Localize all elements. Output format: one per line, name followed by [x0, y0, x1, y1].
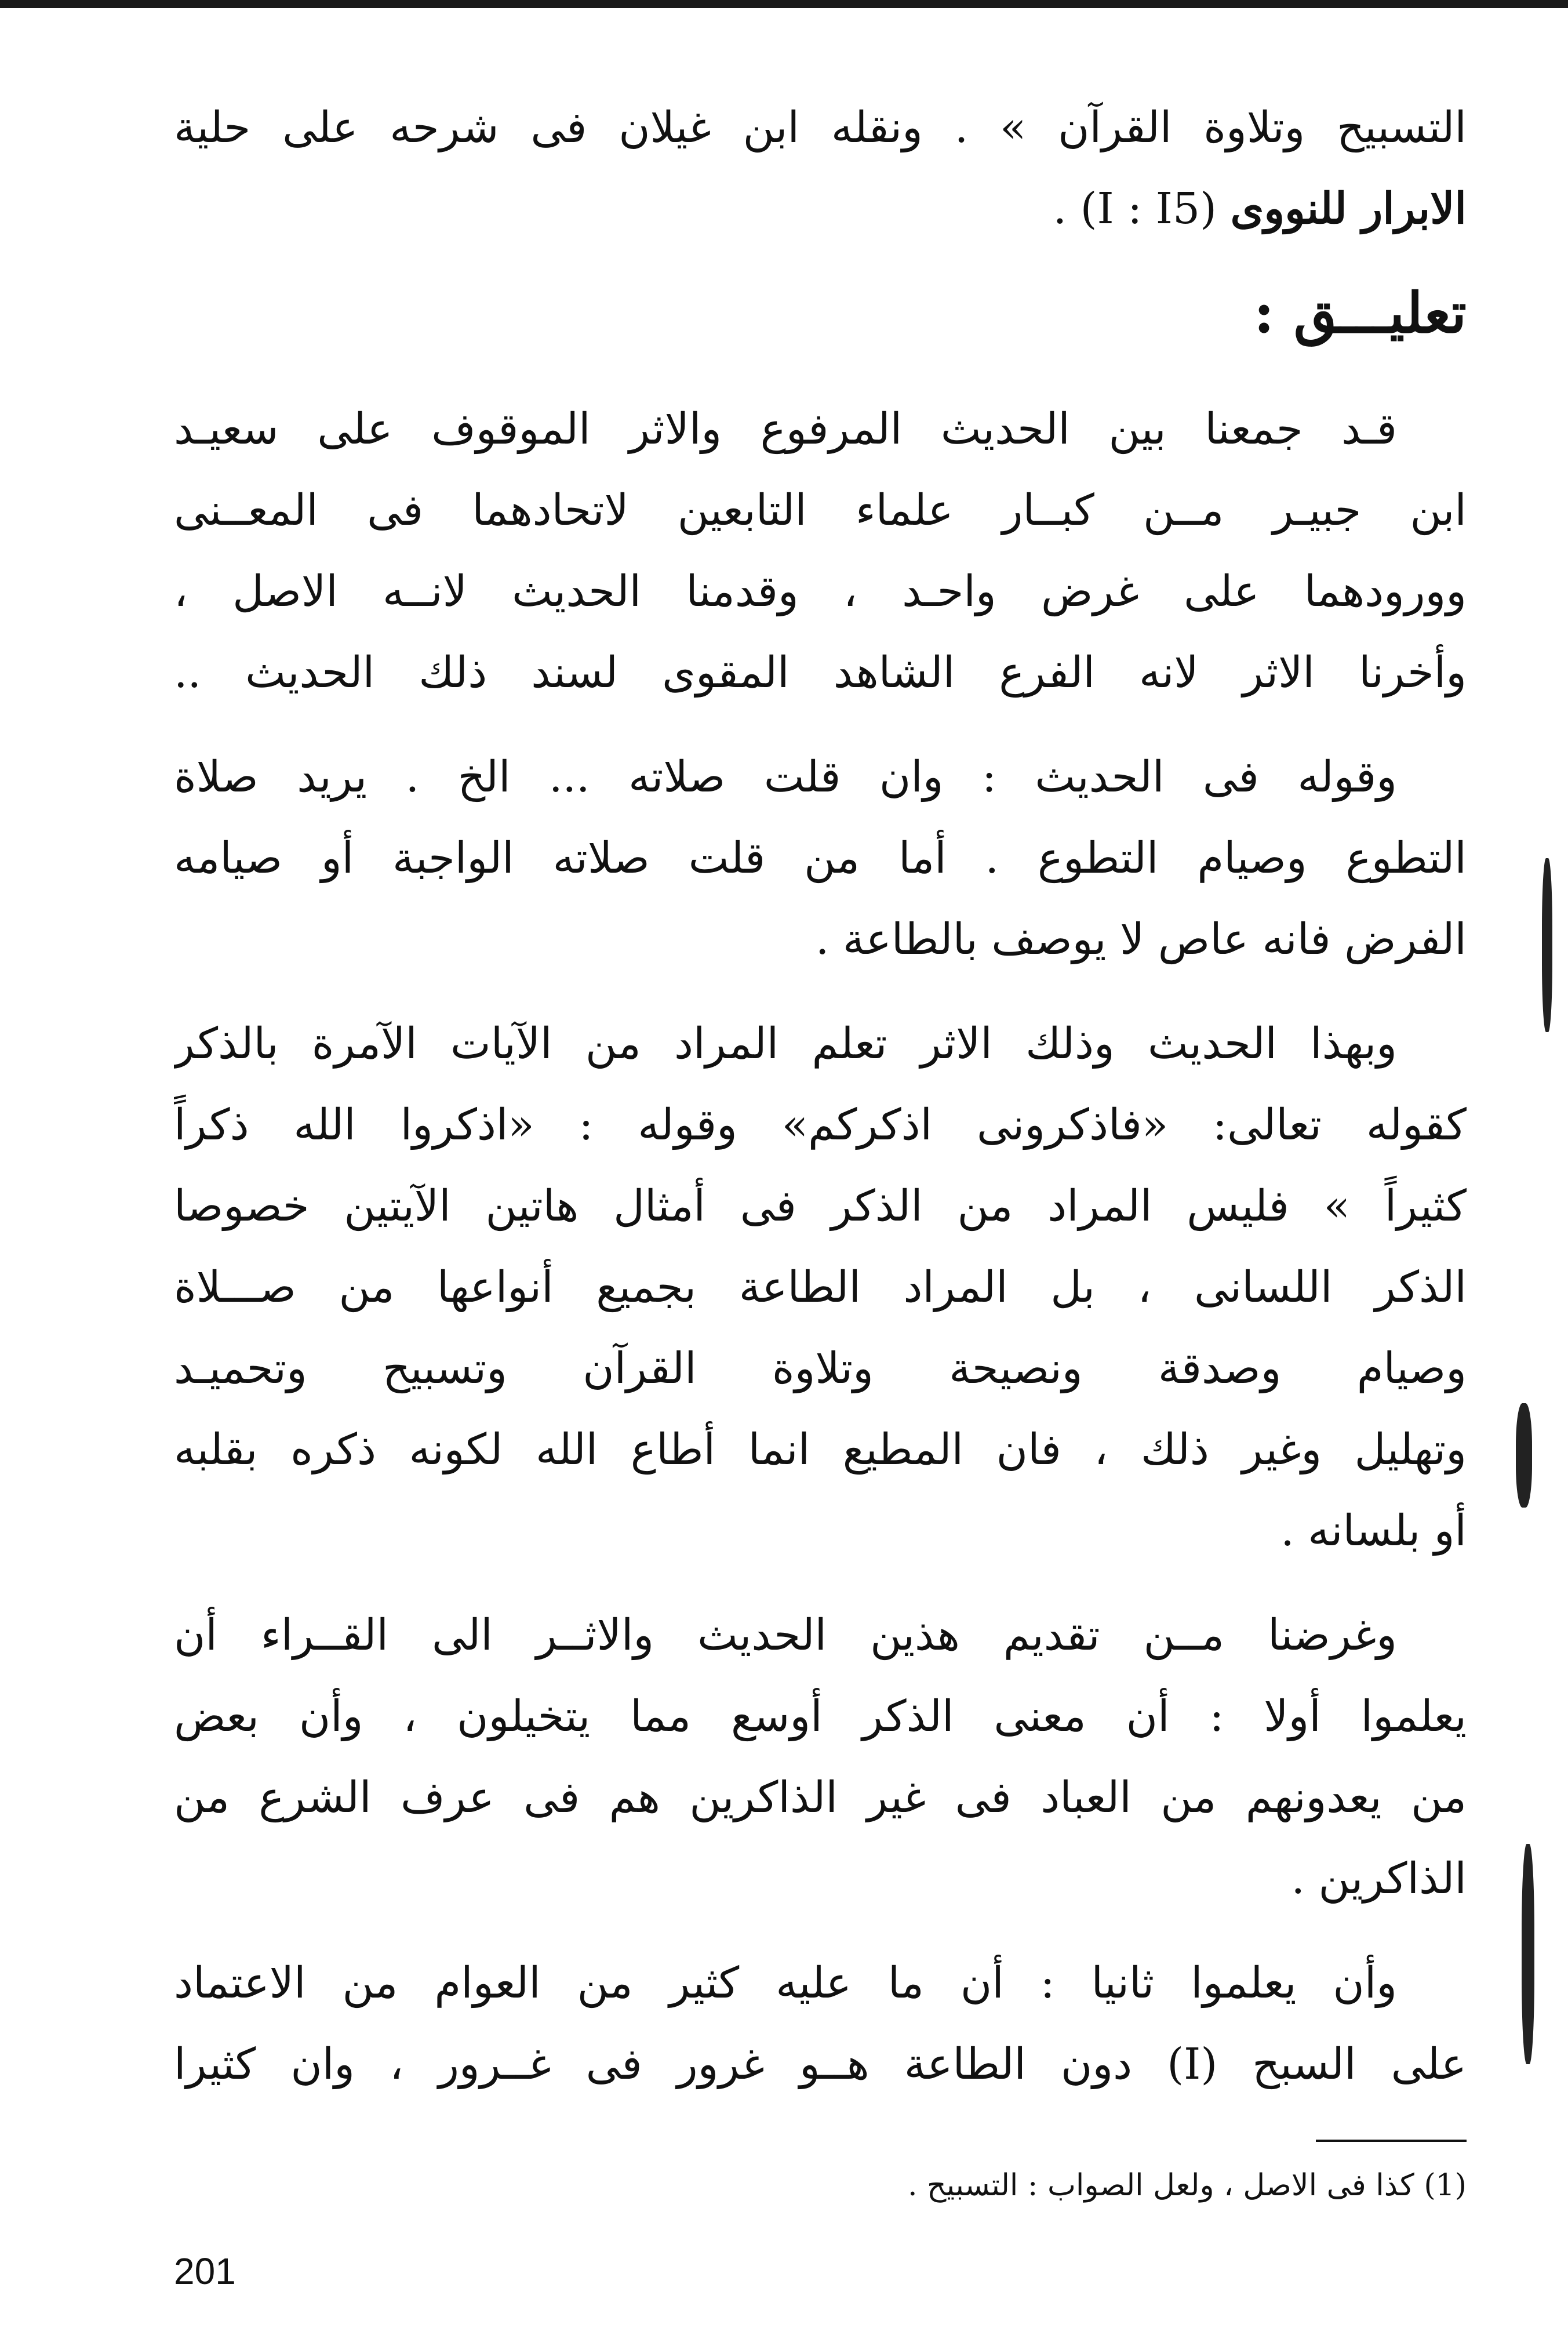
paragraph-5: [174, 1942, 1467, 2105]
paragraph-2: [174, 736, 1467, 980]
scan-edge-mark: [1522, 1844, 1534, 2064]
text-line: يعلموا أولا : أن معنى الذكر أوسع مما يتخيلون ، وأن بعض: [174, 1691, 1467, 1741]
text-line: [174, 168, 1467, 249]
page-number: 201: [174, 2250, 236, 2292]
paragraph-4: [174, 1595, 1467, 1919]
scan-edge-mark: [1542, 858, 1552, 1032]
book-title: الابرار للنووى: [1230, 184, 1467, 234]
paragraph-1: [174, 388, 1467, 713]
reference: (I : I5) .: [1053, 184, 1217, 234]
text-line: الفرض فانه عاص لا يوصف بالطاعة .: [815, 914, 1467, 964]
text-line: كثيراً » فليس المراد من الذكر فى أمثال هاتين الآيتين خصوصا: [174, 1181, 1467, 1231]
intro-block: [174, 87, 1467, 249]
text-line: وأن يعلموا ثانيا : أن ما عليه كثير من العوام من الاعتماد: [174, 1958, 1397, 2008]
footnote-divider: [1316, 2140, 1467, 2142]
text-line: قـد جمعنا بين الحديث المرفوع والاثر الموقوف على سعيـد: [174, 404, 1397, 454]
text-line: التطوع وصيام التطوع . أما من قلت صلاته الواجبة أو صيامه: [174, 833, 1467, 883]
text-line: أو بلسانه .: [1280, 1506, 1467, 1556]
text-line: من يعدونهم من العباد فى غير الذاكرين هم فى عرف الشرع من: [174, 1773, 1467, 1822]
text-line: وغرضنا مــن تقديم هذين الحديث والاثــر الى القــراء أن: [174, 1610, 1397, 1660]
text-line: وقوله فى الحديث : وان قلت صلاته ... الخ . يريد صلاة: [174, 752, 1397, 802]
text-line: وبهذا الحديث وذلك الاثر تعلم المراد من الآيات الآمرة بالذكر: [174, 1019, 1397, 1069]
text-line: التسبيح وتلاوة القرآن » . ونقله ابن غيلان فى شرحه على حلية: [174, 103, 1467, 152]
paragraph-3: [174, 1003, 1467, 1571]
scan-top-edge: [0, 0, 1568, 8]
text-line: كقوله تعالى: «فاذكرونى اذكركم» وقوله : «اذكروا الله ذكراً: [174, 1100, 1467, 1150]
footnote: (1) كذا فى الاصل ، ولعل الصواب : التسبيح .: [908, 2168, 1467, 2203]
text-line: وأخرنا الاثر لانه الفرع الشاهد المقوى لسند ذلك الحديث ..: [174, 648, 1467, 698]
text-line: وصيام وصدقة ونصيحة وتلاوة القرآن وتسبيح وتحميـد: [174, 1343, 1467, 1393]
page-body: [174, 87, 1467, 2217]
section-heading: تعليـــق :: [1253, 280, 1467, 346]
text-line: الذاكرين .: [1291, 1854, 1467, 1904]
text-line: الذكر اللسانى ، بل المراد الطاعة بجميع أنواعها من صـــلاة: [174, 1262, 1467, 1312]
text-line: وتهليل وغير ذلك ، فان المطيع انما أطاع الله لكونه ذكره بقلبه: [174, 1425, 1467, 1475]
text-line: وورودهما على غرض واحـد ، وقدمنا الحديث لانــه الاصل ،: [174, 566, 1467, 616]
scan-edge-mark: [1516, 1403, 1532, 1508]
text-line: ابن جبيـر مــن كبــار علماء التابعين لاتحادهما فى المعــنى: [174, 485, 1467, 535]
text-line: على السبح (I) دون الطاعة هــو غرور فى غــرور ، وان كثيرا: [174, 2039, 1467, 2089]
